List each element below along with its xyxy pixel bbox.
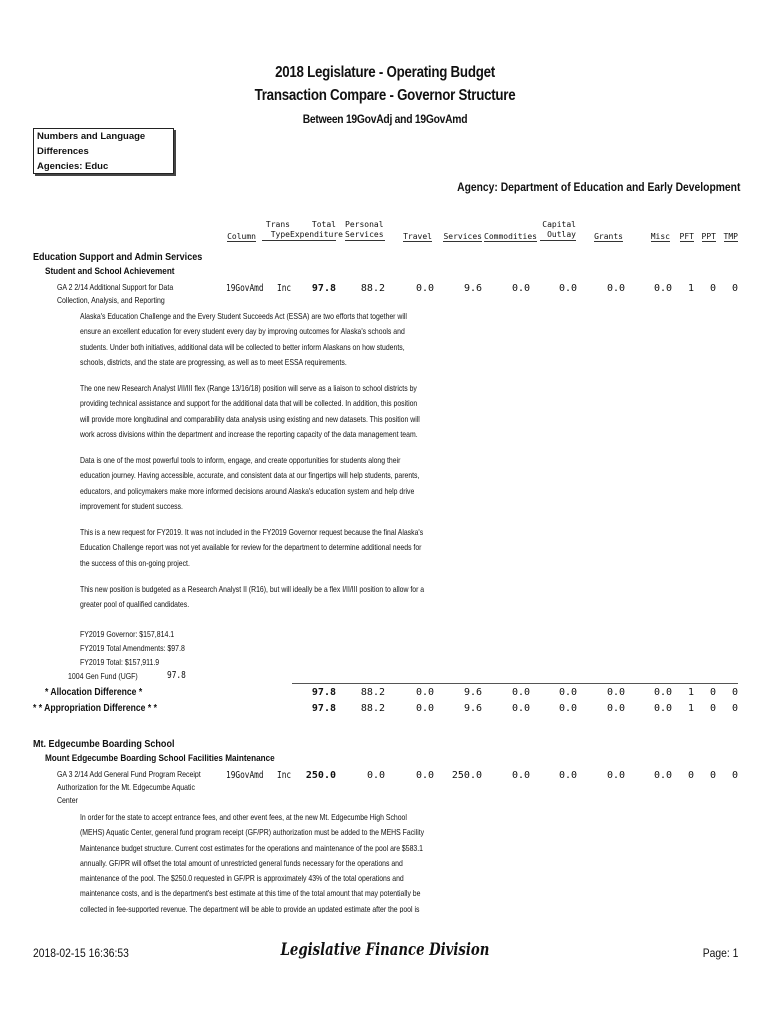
value-total: 97.8 xyxy=(311,283,336,294)
value-misc: 0.0 xyxy=(653,703,672,714)
value-pft: 1 xyxy=(687,283,694,294)
value-tmp: 0 xyxy=(731,703,738,714)
value-travel: 0.0 xyxy=(415,283,434,294)
filter-line-2: Differences xyxy=(37,146,89,157)
value-tmp: 0 xyxy=(731,687,738,698)
col-header-grants: Grants xyxy=(594,232,623,241)
value-commodities: 0.0 xyxy=(511,687,530,698)
value-personal: 0.0 xyxy=(366,770,385,781)
value-ppt: 0 xyxy=(709,770,716,781)
description-paragraph: This is a new request for FY2019. It was not included in the FY2019 Governor request because the final Alaska's Education Challenge report was not yet available for review for the department to determine additional needs for the success of this on-going project. xyxy=(80,527,424,568)
value-commodities: 0.0 xyxy=(511,770,530,781)
value-capital: 0.0 xyxy=(558,283,577,294)
value-grants: 0.0 xyxy=(606,770,625,781)
value-pft: 1 xyxy=(687,687,694,698)
fund-source-value: 97.8 xyxy=(167,670,186,681)
col-header-personal: Personal Services xyxy=(345,220,384,239)
transaction-type: Inc xyxy=(277,770,292,781)
filter-box xyxy=(33,128,174,174)
description-paragraph: This new position is budgeted as a Research Analyst II (R16), but will ideally be a flex I/II/III position to allow for a greater pool of qualified candidates. xyxy=(80,584,425,610)
value-capital: 0.0 xyxy=(558,770,577,781)
value-personal: 88.2 xyxy=(360,687,385,698)
value-travel: 0.0 xyxy=(415,703,434,714)
total-rule xyxy=(292,683,738,684)
value-commodities: 0.0 xyxy=(511,703,530,714)
section-subtitle: Student and School Achievement xyxy=(45,266,175,277)
col-header-misc: Misc xyxy=(650,232,670,241)
value-grants: 0.0 xyxy=(606,283,625,294)
value-misc: 0.0 xyxy=(653,770,672,781)
value-services: 9.6 xyxy=(463,703,482,714)
value-personal: 88.2 xyxy=(360,703,385,714)
col-header-ppt: PPT xyxy=(701,232,716,241)
value-ppt: 0 xyxy=(709,283,716,294)
col-header-services: Services xyxy=(443,232,482,241)
description-paragraph: Alaska's Education Challenge and the Every Student Succeeds Act (ESSA) are two efforts that together will ensure an excellent education for every student every day by improving outcomes for Alaska's schools and students. Under both initiatives, additional data will be collected to better inform Alaskans on how students, schools, districts, and the state are progressing, as well as to meet ESSA requirements. xyxy=(80,311,407,367)
value-misc: 0.0 xyxy=(653,283,672,294)
value-travel: 0.0 xyxy=(415,687,434,698)
filter-line-3: Agencies: Educ xyxy=(37,161,109,172)
footer-division: Legislative Finance Division xyxy=(280,940,490,960)
col-header-capital: Capital Outlay xyxy=(540,220,576,241)
value-grants: 0.0 xyxy=(606,703,625,714)
section-title: Education Support and Admin Services xyxy=(33,251,203,263)
col-header-column: Column xyxy=(227,232,256,241)
transaction-column: 19GovAmd xyxy=(226,283,264,294)
col-header-total: Total Expenditure xyxy=(290,220,343,239)
value-capital: 0.0 xyxy=(558,703,577,714)
fy-summary: FY2019 Governor: $157,814.1 FY2019 Total Amendments: $97.8 FY2019 Total: $157,911.9 xyxy=(80,629,185,667)
footer-datetime: 2018-02-15 16:36:53 xyxy=(33,946,129,960)
value-services: 9.6 xyxy=(463,283,482,294)
fund-source-label: 1004 Gen Fund (UGF) xyxy=(68,671,138,681)
value-total: 250.0 xyxy=(305,770,336,781)
transaction-column: 19GovAmd xyxy=(226,770,264,781)
value-tmp: 0 xyxy=(731,770,738,781)
value-personal: 88.2 xyxy=(360,283,385,294)
col-header-commodities: Commodities xyxy=(484,232,537,241)
value-ppt: 0 xyxy=(709,687,716,698)
value-travel: 0.0 xyxy=(415,770,434,781)
description-paragraph: The one new Research Analyst I/II/III flex (Range 13/16/18) position will serve as a liaison to school districts by providing technical assistance and support for the additional data that will be collected. In addition, this position will provide more longitudinal and comparability data analysis using existing and new datasets. This position will work across divisions within the department and increase the reporting capacity of the data management team. xyxy=(80,383,420,439)
col-header-trans: Trans Type xyxy=(262,220,290,241)
value-services: 9.6 xyxy=(463,687,482,698)
value-total: 97.8 xyxy=(311,687,336,698)
value-commodities: 0.0 xyxy=(511,283,530,294)
value-misc: 0.0 xyxy=(653,687,672,698)
value-capital: 0.0 xyxy=(558,687,577,698)
col-header-travel: Travel xyxy=(403,232,432,241)
section-title: Mt. Edgecumbe Boarding School xyxy=(33,738,175,750)
transaction-title: GA 3 2/14 Add General Fund Program Receipt Authorization for the Mt. Edgecumbe Aquatic Center xyxy=(57,769,201,805)
value-pft: 1 xyxy=(687,703,694,714)
section-subtitle: Mount Edgecumbe Boarding School Facilities Maintenance xyxy=(45,753,275,764)
allocation-difference-label: * Allocation Difference * xyxy=(45,687,143,698)
page-number: Page: 1 xyxy=(702,946,738,960)
transaction-type: Inc xyxy=(277,283,292,294)
value-tmp: 0 xyxy=(731,283,738,294)
value-ppt: 0 xyxy=(709,703,716,714)
filter-line-1: Numbers and Language xyxy=(37,131,146,142)
value-pft: 0 xyxy=(687,770,694,781)
description-paragraph: In order for the state to accept entrance fees, and other event fees, at the new Mt. Edgecumbe High School (MEHS) Aquatic Center, general fund program receipt (GF/PR) authorization must be added to the MEHS Facility Maintenance budget structure. Current cost estimates for the operations and maintenance of the pool are $583.1 annually. GF/PR will offset the total amount of unrestricted general funds necessary for the operations and maintenance of the pool. The $250.0 requested in GF/PR is approximately 43% of the total operations and maintenance costs, and is the department's best estimate at this time of the total amount that may potentially be collected in fee-supported revenue. The department will be able to provide an updated estimate after the pool is xyxy=(80,812,425,913)
transaction-title: GA 2 2/14 Additional Support for Data Collection, Analysis, and Reporting xyxy=(57,282,174,305)
appropriation-difference-label: * * Appropriation Difference * * xyxy=(33,703,157,714)
col-header-pft: PFT xyxy=(679,232,694,241)
report-subtitle: Transaction Compare - Governor Structure xyxy=(254,87,516,104)
description-paragraph: Data is one of the most powerful tools to inform, engage, and create opportunities for students along their education journey. Having accessible, accurate, and consistent data at our fingertips will help students, parents, educators, and policymakers make more informed decisions around Alaska's education system and help drive improvement for student success. xyxy=(80,455,420,511)
report-comparison: Between 19GovAdj and 19GovAmd xyxy=(302,112,468,126)
value-grants: 0.0 xyxy=(606,687,625,698)
agency-name: Agency: Department of Education and Early Development xyxy=(456,180,740,194)
value-services: 250.0 xyxy=(451,770,482,781)
value-total: 97.8 xyxy=(311,703,336,714)
report-title: 2018 Legislature - Operating Budget xyxy=(275,64,495,81)
col-header-tmp: TMP xyxy=(723,232,738,241)
